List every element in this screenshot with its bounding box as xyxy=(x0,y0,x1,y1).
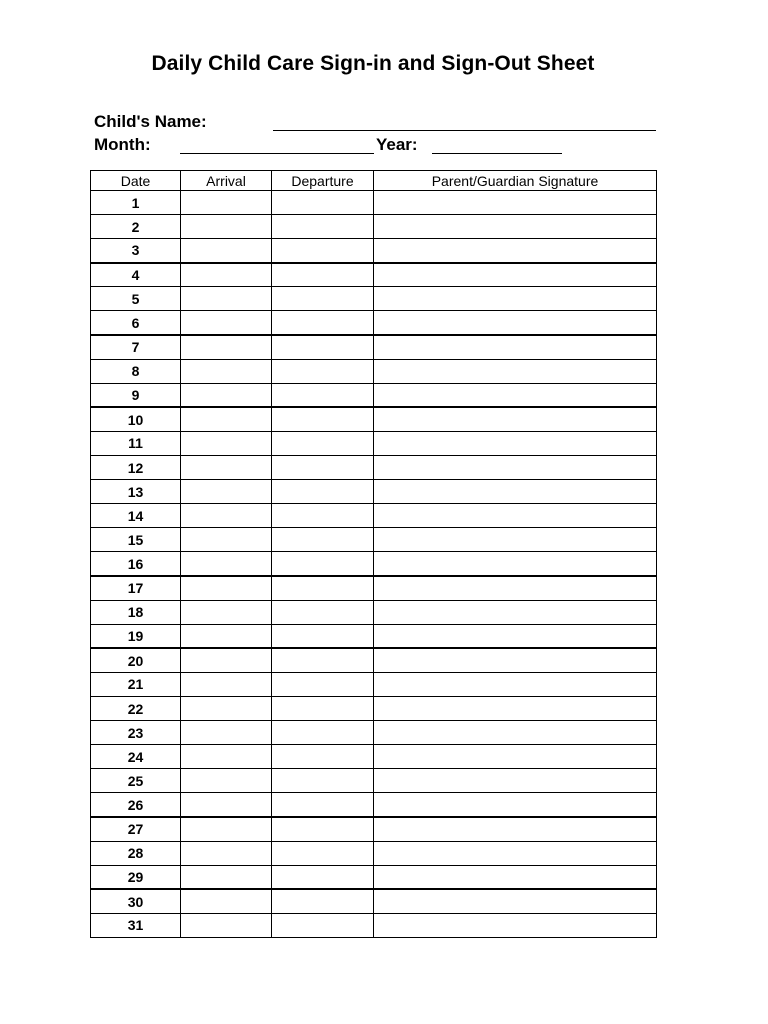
arrival-cell[interactable] xyxy=(181,672,272,696)
arrival-cell[interactable] xyxy=(181,431,272,455)
table-row xyxy=(91,456,657,480)
signature-cell[interactable] xyxy=(374,745,657,769)
arrival-cell[interactable] xyxy=(181,793,272,817)
signature-cell[interactable] xyxy=(374,865,657,889)
departure-cell[interactable] xyxy=(272,431,374,455)
table-row xyxy=(91,407,657,431)
departure-cell[interactable] xyxy=(272,841,374,865)
arrival-cell[interactable] xyxy=(181,383,272,407)
arrival-cell[interactable] xyxy=(181,311,272,335)
arrival-cell[interactable] xyxy=(181,287,272,311)
departure-cell[interactable] xyxy=(272,721,374,745)
date-cell: 11 xyxy=(91,431,181,455)
table-row xyxy=(91,383,657,407)
signature-cell[interactable] xyxy=(374,311,657,335)
arrival-column-header: Arrival xyxy=(181,171,272,191)
departure-column-header: Departure xyxy=(272,171,374,191)
departure-cell[interactable] xyxy=(272,383,374,407)
arrival-cell[interactable] xyxy=(181,696,272,720)
table-row xyxy=(91,913,657,937)
signature-cell[interactable] xyxy=(374,359,657,383)
month-line[interactable] xyxy=(180,153,374,154)
table-row xyxy=(91,600,657,624)
signature-cell[interactable] xyxy=(374,721,657,745)
date-cell: 30 xyxy=(91,889,181,913)
table-row xyxy=(91,672,657,696)
date-cell: 1 xyxy=(91,191,181,215)
departure-cell[interactable] xyxy=(272,817,374,841)
table-row xyxy=(91,215,657,239)
date-cell: 9 xyxy=(91,383,181,407)
date-cell: 19 xyxy=(91,624,181,648)
departure-cell[interactable] xyxy=(272,528,374,552)
departure-cell[interactable] xyxy=(272,239,374,263)
date-cell: 14 xyxy=(91,504,181,528)
signature-cell[interactable] xyxy=(374,552,657,576)
departure-cell[interactable] xyxy=(272,889,374,913)
departure-cell[interactable] xyxy=(272,913,374,937)
year-line[interactable] xyxy=(432,153,562,154)
sign-in-table xyxy=(90,170,657,938)
departure-cell[interactable] xyxy=(272,335,374,359)
month-label: Month: xyxy=(94,135,151,154)
table-row xyxy=(91,287,657,311)
departure-cell[interactable] xyxy=(272,648,374,672)
signature-cell[interactable] xyxy=(374,431,657,455)
date-cell: 7 xyxy=(91,335,181,359)
table-row xyxy=(91,311,657,335)
signature-cell[interactable] xyxy=(374,913,657,937)
arrival-cell[interactable] xyxy=(181,407,272,431)
child-name-label: Child's Name: xyxy=(94,112,207,131)
date-cell: 10 xyxy=(91,407,181,431)
date-cell: 22 xyxy=(91,696,181,720)
departure-cell[interactable] xyxy=(272,672,374,696)
date-cell: 31 xyxy=(91,913,181,937)
departure-cell[interactable] xyxy=(272,552,374,576)
arrival-cell[interactable] xyxy=(181,239,272,263)
table-row xyxy=(91,889,657,913)
signature-cell[interactable] xyxy=(374,576,657,600)
table-row xyxy=(91,576,657,600)
date-cell: 24 xyxy=(91,745,181,769)
table-body xyxy=(91,191,657,938)
arrival-cell[interactable] xyxy=(181,215,272,239)
arrival-cell[interactable] xyxy=(181,841,272,865)
date-cell: 25 xyxy=(91,769,181,793)
table-row xyxy=(91,648,657,672)
table-row xyxy=(91,239,657,263)
child-name-line[interactable] xyxy=(273,130,656,131)
departure-cell[interactable] xyxy=(272,793,374,817)
signature-cell[interactable] xyxy=(374,696,657,720)
table-row xyxy=(91,624,657,648)
signature-cell[interactable] xyxy=(374,793,657,817)
table-row xyxy=(91,335,657,359)
signature-cell[interactable] xyxy=(374,407,657,431)
arrival-cell[interactable] xyxy=(181,359,272,383)
arrival-cell[interactable] xyxy=(181,624,272,648)
arrival-cell[interactable] xyxy=(181,648,272,672)
date-cell: 29 xyxy=(91,865,181,889)
year-label: Year: xyxy=(376,135,418,154)
arrival-cell[interactable] xyxy=(181,576,272,600)
date-cell: 13 xyxy=(91,480,181,504)
arrival-cell[interactable] xyxy=(181,263,272,287)
arrival-cell[interactable] xyxy=(181,191,272,215)
signature-column-header: Parent/Guardian Signature xyxy=(374,171,657,191)
arrival-cell[interactable] xyxy=(181,745,272,769)
date-cell: 2 xyxy=(91,215,181,239)
date-cell: 12 xyxy=(91,456,181,480)
signature-cell[interactable] xyxy=(374,239,657,263)
signature-cell[interactable] xyxy=(374,504,657,528)
departure-cell[interactable] xyxy=(272,359,374,383)
table-row xyxy=(91,552,657,576)
table-row xyxy=(91,191,657,215)
table-row xyxy=(91,696,657,720)
date-cell: 3 xyxy=(91,239,181,263)
departure-cell[interactable] xyxy=(272,480,374,504)
date-cell: 6 xyxy=(91,311,181,335)
arrival-cell[interactable] xyxy=(181,528,272,552)
arrival-cell[interactable] xyxy=(181,721,272,745)
date-cell: 17 xyxy=(91,576,181,600)
table-row xyxy=(91,793,657,817)
date-cell: 18 xyxy=(91,600,181,624)
departure-cell[interactable] xyxy=(272,865,374,889)
signature-cell[interactable] xyxy=(374,215,657,239)
date-cell: 16 xyxy=(91,552,181,576)
signature-cell[interactable] xyxy=(374,480,657,504)
signature-cell[interactable] xyxy=(374,335,657,359)
departure-cell[interactable] xyxy=(272,191,374,215)
page-title: Daily Child Care Sign-in and Sign-Out Sheet xyxy=(151,52,595,75)
table-row xyxy=(91,431,657,455)
departure-cell[interactable] xyxy=(272,624,374,648)
date-cell: 20 xyxy=(91,648,181,672)
signature-cell[interactable] xyxy=(374,624,657,648)
departure-cell[interactable] xyxy=(272,769,374,793)
date-cell: 23 xyxy=(91,721,181,745)
departure-cell[interactable] xyxy=(272,263,374,287)
arrival-cell[interactable] xyxy=(181,889,272,913)
departure-cell[interactable] xyxy=(272,696,374,720)
table-row xyxy=(91,263,657,287)
table-row xyxy=(91,480,657,504)
signature-cell[interactable] xyxy=(374,456,657,480)
signature-cell[interactable] xyxy=(374,263,657,287)
signature-cell[interactable] xyxy=(374,648,657,672)
table-row xyxy=(91,745,657,769)
table-row xyxy=(91,528,657,552)
signature-cell[interactable] xyxy=(374,600,657,624)
signature-cell[interactable] xyxy=(374,528,657,552)
departure-cell[interactable] xyxy=(272,311,374,335)
departure-cell[interactable] xyxy=(272,576,374,600)
date-cell: 8 xyxy=(91,359,181,383)
table-row xyxy=(91,504,657,528)
table-row xyxy=(91,841,657,865)
signature-cell[interactable] xyxy=(374,383,657,407)
arrival-cell[interactable] xyxy=(181,600,272,624)
date-cell: 26 xyxy=(91,793,181,817)
departure-cell[interactable] xyxy=(272,745,374,769)
arrival-cell[interactable] xyxy=(181,865,272,889)
table-row xyxy=(91,721,657,745)
table-row xyxy=(91,865,657,889)
signature-cell[interactable] xyxy=(374,889,657,913)
departure-cell[interactable] xyxy=(272,287,374,311)
table-row xyxy=(91,817,657,841)
arrival-cell[interactable] xyxy=(181,769,272,793)
date-cell: 27 xyxy=(91,817,181,841)
departure-cell[interactable] xyxy=(272,456,374,480)
departure-cell[interactable] xyxy=(272,600,374,624)
signature-cell[interactable] xyxy=(374,841,657,865)
departure-cell[interactable] xyxy=(272,504,374,528)
departure-cell[interactable] xyxy=(272,407,374,431)
signature-cell[interactable] xyxy=(374,769,657,793)
signature-cell[interactable] xyxy=(374,287,657,311)
table-header-row xyxy=(91,171,657,191)
date-cell: 28 xyxy=(91,841,181,865)
arrival-cell[interactable] xyxy=(181,817,272,841)
departure-cell[interactable] xyxy=(272,215,374,239)
signature-cell[interactable] xyxy=(374,191,657,215)
table-row xyxy=(91,769,657,793)
arrival-cell[interactable] xyxy=(181,456,272,480)
arrival-cell[interactable] xyxy=(181,552,272,576)
date-cell: 15 xyxy=(91,528,181,552)
signature-cell[interactable] xyxy=(374,817,657,841)
arrival-cell[interactable] xyxy=(181,913,272,937)
arrival-cell[interactable] xyxy=(181,504,272,528)
arrival-cell[interactable] xyxy=(181,480,272,504)
date-column-header: Date xyxy=(91,171,181,191)
arrival-cell[interactable] xyxy=(181,335,272,359)
date-cell: 4 xyxy=(91,263,181,287)
table-row xyxy=(91,359,657,383)
date-cell: 21 xyxy=(91,672,181,696)
signature-cell[interactable] xyxy=(374,672,657,696)
date-cell: 5 xyxy=(91,287,181,311)
